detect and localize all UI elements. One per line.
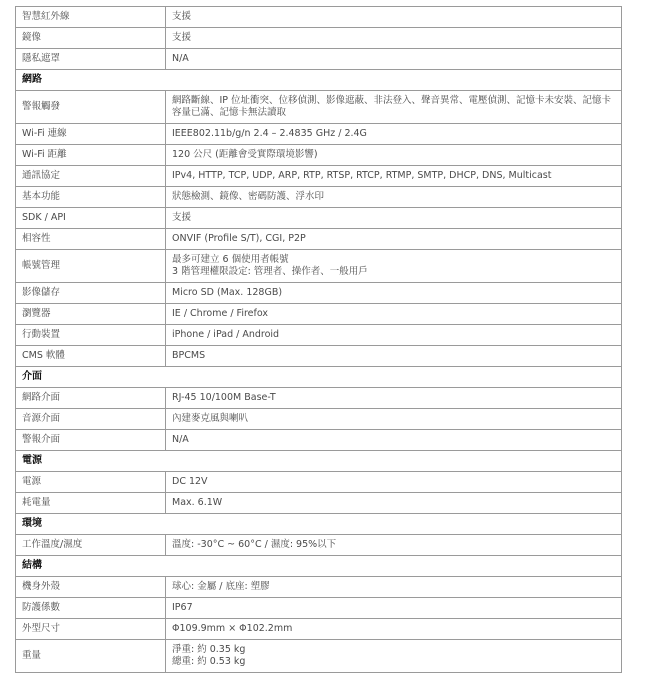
spec-value — [166, 49, 622, 70]
spec-row — [16, 145, 622, 166]
spec-value — [166, 145, 622, 166]
spec-value — [166, 640, 622, 673]
spec-row — [16, 409, 622, 430]
spec-value-line: 淨重: 約 0.35 kg — [172, 644, 246, 655]
spec-row — [16, 472, 622, 493]
spec-value — [166, 577, 622, 598]
spec-value-line: N/A — [172, 434, 189, 445]
spec-value-line: 內建麥克風與喇叭 — [172, 413, 249, 424]
spec-label: 電源 — [16, 472, 166, 493]
spec-value-line: 總重: 約 0.53 kg — [172, 656, 246, 667]
spec-row — [16, 28, 622, 49]
spec-row — [16, 493, 622, 514]
spec-label: 隱私遮罩 — [16, 49, 166, 70]
section-header-row — [16, 70, 622, 91]
spec-row — [16, 535, 622, 556]
section-title: 環境 — [16, 514, 622, 535]
spec-value — [166, 430, 622, 451]
section-header-row — [16, 451, 622, 472]
spec-value-line: 支援 — [172, 11, 192, 22]
spec-value-line: BPCMS — [172, 350, 206, 361]
spec-row — [16, 577, 622, 598]
spec-row — [16, 124, 622, 145]
section-title: 介面 — [16, 367, 622, 388]
spec-value — [166, 124, 622, 145]
spec-table — [15, 6, 622, 673]
spec-value-line: 支援 — [172, 212, 192, 223]
spec-value-line: Micro SD (Max. 128GB) — [172, 287, 283, 298]
spec-value-line: 120 公尺 (距離會受實際環境影響) — [172, 149, 318, 160]
spec-value — [166, 166, 622, 187]
spec-label: 耗電量 — [16, 493, 166, 514]
spec-value — [166, 598, 622, 619]
spec-label: 警報介面 — [16, 430, 166, 451]
spec-row — [16, 388, 622, 409]
spec-value — [166, 7, 622, 28]
spec-label: Wi-Fi 連線 — [16, 124, 166, 145]
spec-label: 外型尺寸 — [16, 619, 166, 640]
spec-value-line: DC 12V — [172, 476, 208, 487]
spec-value — [166, 283, 622, 304]
spec-label: 機身外殼 — [16, 577, 166, 598]
spec-value-line: 網路斷線、IP 位址衝突、位移偵測、影像遮蔽、非法登入、聲音異常、電壓偵測、記憶卡未安裝、記憶卡容量已滿、記憶卡無法讀取 — [172, 95, 612, 118]
spec-row — [16, 208, 622, 229]
spec-value-line: 溫度: -30°C ~ 60°C / 濕度: 95%以下 — [172, 539, 337, 550]
spec-value — [166, 250, 622, 283]
spec-value-line: IP67 — [172, 602, 193, 613]
spec-row — [16, 49, 622, 70]
spec-value-line: iPhone / iPad / Android — [172, 329, 280, 340]
spec-value — [166, 535, 622, 556]
section-header-row — [16, 556, 622, 577]
spec-row — [16, 619, 622, 640]
spec-value — [166, 91, 622, 124]
spec-label: 警報觸發 — [16, 91, 166, 124]
spec-row — [16, 187, 622, 208]
spec-value — [166, 229, 622, 250]
spec-label: 網路介面 — [16, 388, 166, 409]
spec-row — [16, 91, 622, 124]
spec-label: 帳號管理 — [16, 250, 166, 283]
spec-row — [16, 346, 622, 367]
spec-label: Wi-Fi 距離 — [16, 145, 166, 166]
spec-value-line: IEEE802.11b/g/n 2.4 – 2.4835 GHz / 2.4G — [172, 128, 367, 139]
spec-label: 基本功能 — [16, 187, 166, 208]
spec-value — [166, 208, 622, 229]
spec-value — [166, 388, 622, 409]
spec-value-line: 球心: 金屬 / 底座: 塑膠 — [172, 581, 270, 592]
spec-label: SDK / API — [16, 208, 166, 229]
spec-value-line: Max. 6.1W — [172, 497, 223, 508]
spec-table-body — [16, 7, 622, 673]
spec-value-line: 支援 — [172, 32, 192, 43]
spec-value-line: ONVIF (Profile S/T), CGI, P2P — [172, 233, 306, 244]
spec-value — [166, 493, 622, 514]
spec-value-line: RJ-45 10/100M Base-T — [172, 392, 276, 403]
spec-row — [16, 229, 622, 250]
spec-label: CMS 軟體 — [16, 346, 166, 367]
spec-row — [16, 7, 622, 28]
spec-value-line: Φ109.9mm × Φ102.2mm — [172, 623, 293, 634]
spec-value — [166, 472, 622, 493]
spec-label: 行動裝置 — [16, 325, 166, 346]
spec-value — [166, 304, 622, 325]
spec-row — [16, 430, 622, 451]
spec-label: 音源介面 — [16, 409, 166, 430]
spec-label: 重量 — [16, 640, 166, 673]
spec-row — [16, 250, 622, 283]
spec-value — [166, 187, 622, 208]
spec-label: 瀏覽器 — [16, 304, 166, 325]
section-header-row — [16, 514, 622, 535]
spec-label: 智慧紅外線 — [16, 7, 166, 28]
spec-row — [16, 598, 622, 619]
section-title: 電源 — [16, 451, 622, 472]
spec-row — [16, 166, 622, 187]
spec-row — [16, 325, 622, 346]
section-title: 結構 — [16, 556, 622, 577]
spec-label: 影像儲存 — [16, 283, 166, 304]
spec-row — [16, 640, 622, 673]
spec-value — [166, 28, 622, 49]
spec-value — [166, 346, 622, 367]
spec-value-line: N/A — [172, 53, 189, 64]
spec-label: 鏡像 — [16, 28, 166, 49]
spec-value — [166, 409, 622, 430]
spec-label: 工作溫度/濕度 — [16, 535, 166, 556]
spec-value — [166, 619, 622, 640]
spec-value-line: IPv4, HTTP, TCP, UDP, ARP, RTP, RTSP, RTCP, RTMP, SMTP, DHCP, DNS, Multicast — [172, 170, 552, 181]
spec-value-line: 3 階管理權限設定: 管理者、操作者、一般用戶 — [172, 266, 368, 277]
spec-row — [16, 283, 622, 304]
spec-label: 通訊協定 — [16, 166, 166, 187]
spec-value-line: 狀態檢測、鏡像、密碼防護、浮水印 — [172, 191, 325, 202]
spec-value — [166, 325, 622, 346]
section-header-row — [16, 367, 622, 388]
spec-value-line: 最多可建立 6 個使用者帳號 — [172, 254, 289, 265]
spec-label: 防護係數 — [16, 598, 166, 619]
spec-label: 相容性 — [16, 229, 166, 250]
section-title: 網路 — [16, 70, 622, 91]
spec-value-line: IE / Chrome / Firefox — [172, 308, 268, 319]
spec-row — [16, 304, 622, 325]
